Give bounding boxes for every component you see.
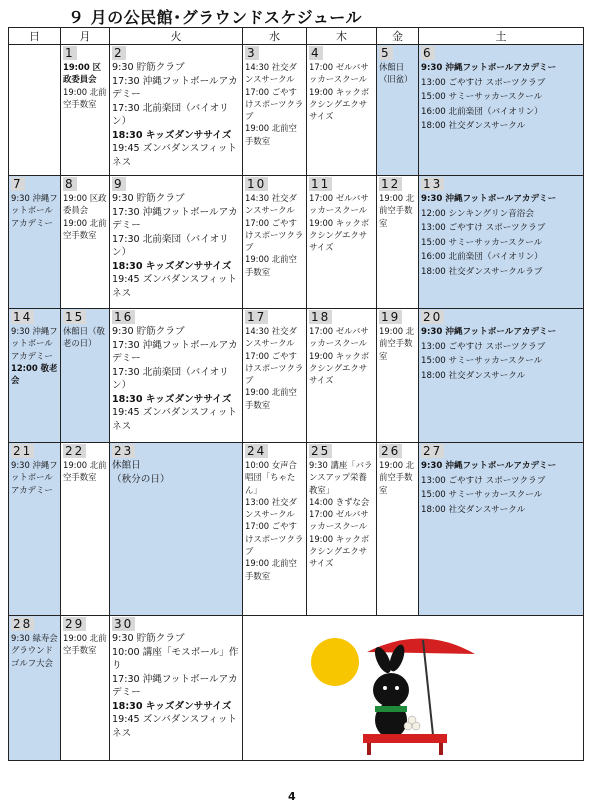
event-item: 休館日（敬老の日） xyxy=(63,326,105,349)
event-item: 14:00 きずな会 xyxy=(309,496,370,507)
event-item: 19:00 キックボクシングエクササイズ xyxy=(309,86,370,122)
day-number: 10 xyxy=(247,177,267,191)
event-item: 19:00 区政委員会 xyxy=(63,193,107,216)
day-cell xyxy=(307,309,377,443)
event-item: 9:30 沖縄フットボールアカデミー xyxy=(11,193,58,228)
day-cell xyxy=(419,176,584,309)
event-item: 18:30 キッズダンササイズ xyxy=(112,393,232,405)
event-item: 14:30 社交ダンスサークル xyxy=(245,326,297,349)
day-cell xyxy=(243,309,307,443)
day-number: 13 xyxy=(423,177,443,191)
header-monday: 月 xyxy=(61,28,110,45)
day-cell xyxy=(9,45,61,176)
event-item: 17:30 沖縄フットボールアカデミー xyxy=(112,75,238,100)
week-row xyxy=(9,616,584,761)
day-cell xyxy=(61,309,110,443)
event-item: 10:00 女声合唱団「ちゃたん」 xyxy=(245,460,297,495)
event-item: 17:00 ゼルバサッカースクール xyxy=(309,193,369,216)
event-item: 9:30 沖縄フットボールアカデミー xyxy=(11,326,58,361)
event-item: 15:00 サミーサッカースクール xyxy=(421,92,543,103)
event-item: 17:00 ごやすけスポーツクラブ xyxy=(245,217,304,253)
day-number: 12 xyxy=(381,177,401,191)
event-item: 17:00 ごやすけスポーツクラブ xyxy=(245,86,304,122)
event-item: 17:30 北前楽団（バイオリン） xyxy=(112,233,229,258)
event-item: 12:00 敬老会 xyxy=(11,362,58,386)
event-item: 18:30 キッズダンササイズ xyxy=(112,700,232,712)
day-number: 14 xyxy=(13,310,33,324)
weekday-header-row xyxy=(9,28,584,45)
day-number: 8 xyxy=(65,177,75,191)
event-item: 15:00 サミーサッカースクール xyxy=(421,490,543,501)
day-cell xyxy=(61,176,110,309)
event-item: 18:00 社交ダンスサークルラブ xyxy=(421,266,543,277)
event-item: 19:45 ズンバダンスフィットネス xyxy=(112,714,238,739)
day-cell xyxy=(61,45,110,176)
event-item: 18:00 社交ダンスサークル xyxy=(421,121,526,132)
event-item: 9:30 貯筋クラブ xyxy=(112,62,185,73)
header-wednesday: 水 xyxy=(243,28,307,45)
day-cell xyxy=(419,45,584,176)
event-item: 19:00 北前空手数室 xyxy=(245,558,297,581)
event-item: 17:00 ゼルバサッカースクール xyxy=(309,326,369,349)
day-cell xyxy=(110,616,243,761)
bench-icon xyxy=(363,734,447,755)
event-item: 19:00 北前空手数室 xyxy=(63,633,107,656)
event-item: 15:00 サミーサッカースクール xyxy=(421,356,543,367)
day-cell xyxy=(419,443,584,616)
day-number: 21 xyxy=(13,444,33,458)
day-cell xyxy=(61,443,110,616)
event-item: 17:30 沖縄フットボールアカデミー xyxy=(112,206,238,231)
event-item: 19:00 キックボクシングエクササイズ xyxy=(309,350,370,386)
day-cell xyxy=(110,45,243,176)
day-cell xyxy=(419,309,584,443)
day-cell xyxy=(307,45,377,176)
page-number: 4 xyxy=(288,790,296,803)
event-item: 9:30 貯筋クラブ xyxy=(112,193,185,204)
day-cell xyxy=(61,616,110,761)
day-cell xyxy=(9,616,61,761)
event-item: 9:30 貯筋クラブ xyxy=(112,326,185,337)
event-item: 19:00 北前空手数室 xyxy=(379,460,415,495)
event-item: 19:00 北前空手数室 xyxy=(63,217,107,240)
event-item: 休館日（旧盆） xyxy=(379,62,413,85)
event-item: 19:00 北前空手数室 xyxy=(245,387,297,410)
day-cell xyxy=(307,176,377,309)
day-cell xyxy=(9,443,61,616)
day-number: 16 xyxy=(114,310,134,324)
day-cell xyxy=(110,176,243,309)
week-row xyxy=(9,176,584,309)
day-number: 19 xyxy=(381,310,401,324)
day-number: 29 xyxy=(65,617,85,631)
day-number: 20 xyxy=(423,310,443,324)
header-thursday: 木 xyxy=(307,28,377,45)
day-number: 18 xyxy=(311,310,331,324)
schedule-calendar xyxy=(8,27,584,761)
header-tuesday: 火 xyxy=(110,28,243,45)
event-item: 17:00 ごやすけスポーツクラブ xyxy=(245,350,304,386)
week-row xyxy=(9,45,584,176)
day-number: 7 xyxy=(13,177,23,191)
event-item: 10:00 講座「モスボール」作り xyxy=(112,646,239,671)
tsukimi-illustration xyxy=(305,630,475,760)
day-number: 5 xyxy=(381,46,391,60)
day-number: 6 xyxy=(423,46,433,60)
day-cell xyxy=(377,45,419,176)
event-item: 9:30 沖縄フットボールアカデミー xyxy=(421,327,557,337)
event-item: 19:00 北前空手数室 xyxy=(379,326,415,361)
event-item: 19:00 区政委員会 xyxy=(63,62,101,85)
event-item: 18:30 キッズダンササイズ xyxy=(112,260,232,272)
event-item: 18:30 キッズダンササイズ xyxy=(112,129,232,141)
day-cell xyxy=(243,443,307,616)
header-friday: 金 xyxy=(377,28,419,45)
event-item: 19:00 北前空手数室 xyxy=(63,86,107,109)
header-saturday: 土 xyxy=(419,28,584,45)
day-number: 2 xyxy=(114,46,124,60)
day-cell xyxy=(9,176,61,309)
event-item: 9:30 講座「バランスアップ栄養教室」 xyxy=(309,460,373,495)
event-item: （秋分の日） xyxy=(112,473,170,485)
event-item: 19:00 北前空手数室 xyxy=(245,254,297,277)
day-number: 28 xyxy=(13,617,33,631)
event-item: 19:00 キックボクシングエクササイズ xyxy=(309,217,370,253)
event-item: 16:00 北前楽団（バイオリン） xyxy=(421,252,543,263)
day-number: 3 xyxy=(247,46,257,60)
event-item: 13:00 ごやすけ スポーツクラブ xyxy=(421,77,546,88)
event-item: 17:30 北前楽団（バイオリン） xyxy=(112,102,229,127)
rabbit-icon xyxy=(372,643,409,738)
event-item: 18:00 社交ダンスサークル xyxy=(421,504,526,515)
header-sunday: 日 xyxy=(9,28,61,45)
event-item: 17:00 ごやすけスポーツクラブ xyxy=(245,521,304,557)
day-number: 25 xyxy=(311,444,331,458)
day-number: 11 xyxy=(311,177,331,191)
event-item: 19:45 ズンバダンスフィットネス xyxy=(112,143,238,168)
day-number: 30 xyxy=(114,617,134,631)
day-number: 23 xyxy=(114,444,134,458)
day-number: 1 xyxy=(65,46,75,60)
event-item: 19:45 ズンバダンスフィットネス xyxy=(112,407,238,432)
moon-icon xyxy=(311,638,359,686)
event-item: 9:30 貯筋クラブ xyxy=(112,633,185,644)
event-item: 19:00 キックボクシングエクササイズ xyxy=(309,533,370,569)
day-number: 22 xyxy=(65,444,85,458)
day-number: 24 xyxy=(247,444,267,458)
event-item: 17:30 沖縄フットボールアカデミー xyxy=(112,339,238,364)
event-item: 12:00 シンキングリン音浴会 xyxy=(421,208,534,219)
event-item: 9:30 沖縄フットボールアカデミー xyxy=(11,460,58,495)
event-item: 17:00 ゼルバサッカースクール xyxy=(309,62,369,85)
week-row xyxy=(9,443,584,616)
event-item: 19:00 北前空手数室 xyxy=(63,460,107,483)
event-item: 17:30 沖縄フットボールアカデミー xyxy=(112,673,238,698)
day-cell xyxy=(9,309,61,443)
event-item: 9:30 沖縄フットボールアカデミー xyxy=(421,194,557,204)
day-cell xyxy=(377,443,419,616)
event-item: 9:30 沖縄フットボールアカデミー xyxy=(421,461,557,471)
day-cell xyxy=(243,176,307,309)
day-number: 9 xyxy=(114,177,124,191)
event-item: 13:00 ごやすけ スポーツクラブ xyxy=(421,223,546,234)
event-item: 14:30 社交ダンスサークル xyxy=(245,193,297,216)
event-item: 13:00 ごやすけ スポーツクラブ xyxy=(421,475,546,486)
event-item: 13:00 ごやすけ スポーツクラブ xyxy=(421,341,546,352)
event-item: 13:00 社交ダンスサークル xyxy=(245,496,297,520)
day-cell xyxy=(377,176,419,309)
event-item: 15:00 サミーサッカースクール xyxy=(421,237,543,248)
day-cell xyxy=(377,309,419,443)
event-item: 19:00 北前空手数室 xyxy=(379,193,415,228)
day-cell xyxy=(110,309,243,443)
day-cell xyxy=(110,443,243,616)
event-item: 休館日 xyxy=(112,460,141,471)
day-number: 15 xyxy=(65,310,85,324)
event-item: 19:45 ズンバダンスフィットネス xyxy=(112,274,238,299)
event-item: 16:00 北前楽団（バイオリン） xyxy=(421,106,543,117)
day-number: 4 xyxy=(311,46,321,60)
event-item: 19:00 北前空手数室 xyxy=(245,123,297,146)
day-cell xyxy=(307,443,377,616)
event-item: 17:00 ゼルバサッカースクール xyxy=(309,509,369,532)
event-item: 14:30 社交ダンスサークル xyxy=(245,62,297,85)
event-item: 18:00 社交ダンスサークル xyxy=(421,370,526,381)
event-item: 17:30 北前楽団（バイオリン） xyxy=(112,366,229,391)
day-cell xyxy=(243,45,307,176)
day-number: 17 xyxy=(247,310,267,324)
event-item: 9:30 緑寿会グラウンドゴルフ大会 xyxy=(11,633,58,668)
day-number: 27 xyxy=(423,444,443,458)
week-row xyxy=(9,309,584,443)
page-title: ９ 月の公民館･グラウンドスケジュール xyxy=(68,8,362,27)
day-number: 26 xyxy=(381,444,401,458)
event-item: 9:30 沖縄フットボールアカデミー xyxy=(421,63,557,73)
